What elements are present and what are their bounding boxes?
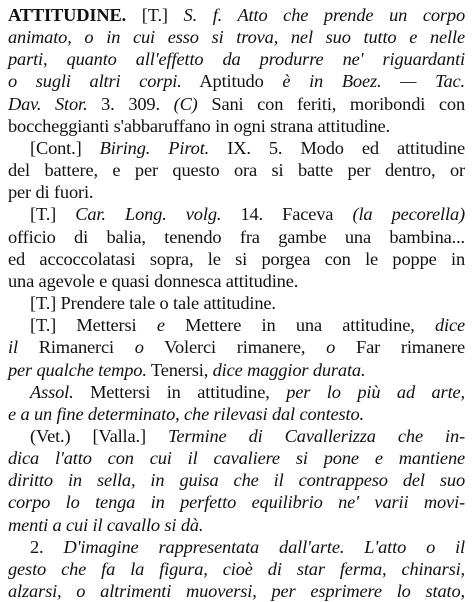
text-segment: e [156,315,165,336]
text-line [8,469,465,491]
text-line [8,48,465,70]
text-segment: Atto che prende un corpo [222,5,465,25]
text-segment: diritto in sella, in guisa che il contrappeso del suo [8,470,465,491]
text-line [8,4,465,26]
text-segment: Far rimanere [335,337,465,358]
text-line [8,447,465,469]
text-line [8,115,465,137]
text-segment: animato, o in cui esso si trova, nel suo tutto e nelle [8,27,465,48]
text-segment: D'imagine rappresentata dall'arte. L'atto o il [63,536,465,557]
text-segment: dice maggior durata. [212,359,366,380]
text-segment: [T.] [126,5,184,25]
text-segment: e a un fine determinato, che rilevasi dal contesto. [8,403,364,424]
text-segment: per qualche tempo. [8,359,147,380]
text-segment: Mettere in una attitudine, [164,315,435,336]
text-segment: è in Boez. — Tac. [282,71,465,92]
text-segment: Volerci rimanere, [143,337,327,358]
text-segment: Dav. Stor. [8,93,88,114]
text-segment: Car. Long. volg. [75,204,222,225]
text-line [8,181,465,203]
text-line [8,226,465,248]
text-segment: ed accoccolatasi sopra, le si porgea con le poppe in [8,248,465,269]
text-segment: (Vet.) [Valla.] [30,425,168,446]
text-segment: menti a cui il cavallo si dà. [8,514,204,535]
text-line [8,203,465,225]
text-segment: [Cont.] [30,137,100,158]
text-line [8,425,465,447]
text-segment: corpo lo tenga in perfetto equilibrio ne' varii movi- [8,492,465,513]
text-line [8,359,465,381]
text-line [8,137,465,159]
text-segment: o sugli altri corpi. [8,71,182,92]
text-segment: officio di balia, tenendo fra gambe una bambina... [8,226,465,247]
text-line [8,381,465,403]
text-segment: IX. 5. Modo ed attitudine [209,137,465,158]
text-segment: o [134,337,144,358]
text-segment: boccheggianti s'abbaruffano in ogni strana attitudine. [8,115,390,136]
text-line [8,403,465,425]
text-line [8,248,465,270]
text-segment: 3. 309. [87,93,174,114]
text-segment: dica l'atto con cui il cavaliere si pone e mantiene [8,448,465,469]
text-line [8,26,465,48]
text-segment: Mettersi in attitudine, [73,381,287,402]
text-segment: [T.] [30,204,76,225]
text-line [8,292,465,314]
text-line [8,536,465,558]
text-segment: il [8,337,18,358]
text-line [8,514,465,536]
text-segment: 2. [30,536,64,557]
text-segment: Sani con feriti, moribondi con [197,93,465,114]
text-line [8,491,465,513]
text-line [8,314,465,336]
text-segment: Biring. Pirot. [99,137,210,158]
text-segment: (C) [173,93,198,114]
headword: ATTITUDINE. [8,5,127,25]
text-segment: per lo più ad arte, [286,381,465,402]
text-segment: o [326,337,336,358]
text-segment: Tenersi, [146,359,213,380]
text-line [8,70,465,92]
text-segment: Termine di Cavallerizza che in- [168,425,465,446]
text-line [8,270,465,292]
text-segment: per di fuori. [8,182,94,203]
dictionary-entry-attitudine [8,4,465,602]
text-line [8,336,465,358]
text-segment: una agevole e quasi donnesca attitudine. [8,270,299,291]
text-line [8,580,465,602]
text-segment: Assol. [30,381,74,402]
text-line [8,558,465,580]
text-segment: [T.] Prendere tale o tale attitudine. [30,293,276,314]
text-line [8,93,465,115]
text-line [8,159,465,181]
text-segment: S. f. [183,5,223,25]
text-segment: dice [434,315,465,336]
text-segment: Rimanerci [17,337,135,358]
text-segment: Aptitudo [181,71,283,92]
text-segment: del battere, e per questo ora si batte per dentro, or [8,160,465,181]
text-segment: alzarsi, o altrimenti muoversi, per esprimere lo stato, [8,581,465,602]
text-segment: [T.] Mettersi [30,315,157,336]
text-segment: 14. Faceva [221,204,353,225]
text-segment: parti, quanto all'effetto da produrre ne' riguardanti [8,49,465,70]
text-segment: (la pecorella) [352,204,465,225]
text-segment: gesto che fa la figura, cioè di star ferma, chinarsi, [8,558,465,579]
